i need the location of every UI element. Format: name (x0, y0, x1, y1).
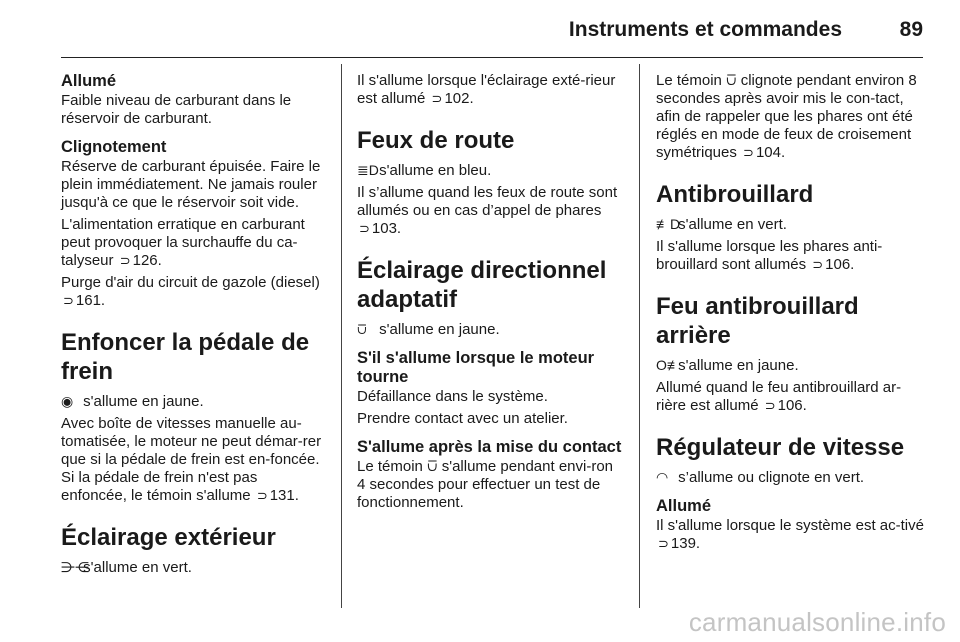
column-3 (656, 72, 924, 553)
status-line (61, 392, 327, 411)
page-ref[interactable]: 106. (825, 256, 855, 273)
page-ref[interactable]: 131. (269, 487, 299, 504)
heading-pedale-frein: Enfoncer la pédale de frein (61, 329, 310, 385)
heading-antibrouillard: Antibrouillard (656, 181, 814, 208)
heading-eclairage-exterieur: Éclairage extérieur (61, 524, 276, 551)
cruise-control-icon: ◠ (656, 469, 669, 485)
page-ref[interactable]: 102. (444, 90, 474, 107)
page-ref-icon: ⊃ (359, 221, 370, 236)
paragraph (656, 72, 924, 162)
subheading-moteur-tourne: S'il s'allume lorsque le moteur tourne (357, 349, 595, 386)
page-ref-icon: ⊃ (764, 398, 776, 413)
status-text: s'allume en vert. (678, 216, 787, 233)
paragraph-text: Le témoin ⩂ clignote pendant environ 8 secondes après avoir mis le con-tact, afin de rappeler que les phares ont été réglés en mode de feux de croisement symétriques (656, 72, 917, 161)
heading-feux-route: Feux de route (357, 127, 515, 154)
paragraph-text: Il s’allume quand les feux de route sont allumés ou en cas d’appel de phares (357, 184, 618, 219)
heading-eclairage-adaptatif: Éclairage directionnel adaptatif (357, 257, 607, 313)
status-line (357, 320, 625, 339)
heading-antibrouillard-arriere: Feu antibrouillard arrière (656, 293, 859, 349)
paragraph-text: Purge d'air du circuit de gazole (diesel) (61, 274, 320, 291)
paragraph-text: Il s'allume lorsque le système est ac-tivé (656, 517, 924, 534)
paragraph (357, 184, 625, 238)
subheading-allume: Allumé (656, 497, 712, 515)
status-text: s'allume en jaune. (83, 393, 204, 410)
page-ref-icon: ⊃ (63, 293, 74, 308)
paragraph-text: Il s'allume lorsque les phares anti-brouillard sont allumés (656, 238, 883, 273)
paragraph: Défaillance dans le système. (357, 388, 548, 405)
subheading-mise-contact: S'allume après la mise du contact (357, 438, 622, 456)
page-number: 89 (899, 18, 923, 41)
paragraph: Réserve de carburant épuisée. Faire le plein immédiatement. Ne jamais rouler jusqu'à ce que le réservoir soit vide. (61, 158, 321, 211)
adaptive-light-icon: ⩂ (357, 321, 367, 337)
high-beam-icon: ≣D (357, 162, 379, 178)
status-text: s'allume en jaune. (678, 357, 799, 374)
status-line (61, 558, 327, 577)
brake-pedal-icon: ◉ (61, 393, 74, 409)
page-ref[interactable]: 104. (755, 144, 786, 161)
page-ref-icon: ⊃ (743, 145, 754, 160)
paragraph (656, 517, 924, 553)
status-line (656, 215, 924, 234)
paragraph (61, 274, 327, 310)
status-text: s’allume ou clignote en vert. (678, 469, 865, 486)
page-ref-icon: ⊃ (119, 253, 131, 268)
column-2 (357, 72, 625, 512)
page-ref-icon: ⊃ (431, 91, 443, 106)
paragraph-text: Il s'allume lorsque l'éclairage exté-rieur est allumé (357, 72, 616, 107)
paragraph (61, 216, 327, 270)
rear-fog-light-icon: O≢ (656, 357, 681, 373)
status-line (656, 468, 924, 487)
status-text: s'allume en vert. (83, 559, 192, 576)
subheading-clignotement: Clignotement (61, 138, 167, 156)
column-1 (61, 72, 327, 577)
fog-light-icon: ≢D (656, 216, 681, 232)
page-ref[interactable]: 106. (777, 397, 807, 414)
subheading-allume: Allumé (61, 72, 117, 90)
status-line (357, 161, 625, 180)
header-divider (61, 57, 923, 58)
paragraph: Faible niveau de carburant dans le réservoir de carburant. (61, 92, 292, 127)
paragraph (656, 379, 924, 415)
page-ref[interactable]: 126. (132, 252, 162, 269)
paragraph: Le témoin ⩂ s'allume pendant envi-ron 4 secondes pour effectuer un test de fonctionnement. (357, 458, 614, 511)
paragraph: Prendre contact avec un atelier. (357, 410, 568, 427)
column-divider-1 (341, 64, 342, 608)
watermark: carmanualsonline.info (688, 607, 946, 637)
paragraph-text: L'alimentation erratique en carburant peut provoquer la surchauffe du ca-talyseur (61, 216, 305, 269)
paragraph (656, 238, 924, 274)
status-text: s'allume en bleu. (379, 162, 492, 179)
heading-regulateur-vitesse: Régulateur de vitesse (656, 434, 905, 461)
page-ref[interactable]: 103. (371, 220, 402, 237)
exterior-light-icon: ⋺⋲ (61, 559, 89, 575)
status-line (656, 356, 924, 375)
page-ref-icon: ⊃ (256, 488, 268, 503)
paragraph-text: Allumé quand le feu antibrouillard ar-rière est allumé (656, 379, 902, 414)
page-ref[interactable]: 161. (75, 292, 106, 309)
status-text: s'allume en jaune. (379, 321, 500, 338)
page-ref-icon: ⊃ (658, 536, 669, 551)
paragraph (357, 72, 625, 108)
paragraph (61, 415, 327, 505)
column-divider-2 (639, 64, 640, 608)
paragraph-text: Avec boîte de vitesses manuelle au-tomatisée, le moteur ne peut démar-rer que si la pédale de frein est en-foncée. Si la pédale de frein n'est pas enfoncée, le témoin s'allume (61, 415, 322, 504)
page-header-title: Instruments et commandes (568, 18, 842, 41)
page-ref-icon: ⊃ (812, 257, 824, 272)
page-ref[interactable]: 139. (670, 535, 701, 552)
